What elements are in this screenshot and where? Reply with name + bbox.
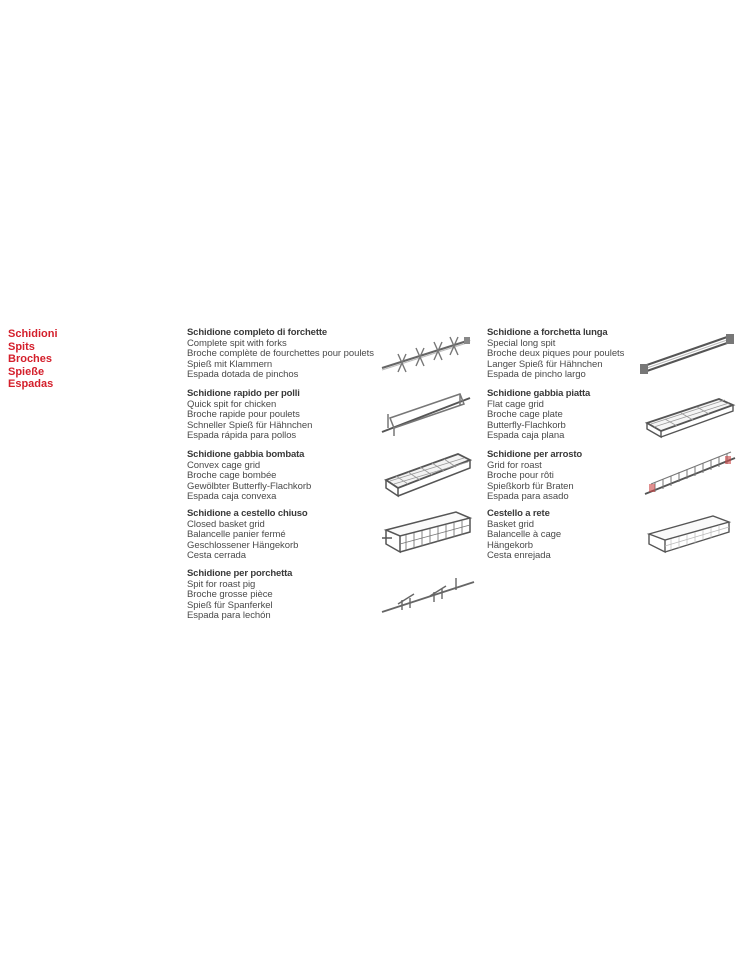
product-name-en: Spit for roast pig (187, 578, 256, 590)
product-name-es: Espada rápida para pollos (187, 430, 297, 442)
product-name-en: Quick spit for chicken (187, 398, 277, 410)
roast-grid-icon (643, 450, 737, 500)
product-item (487, 328, 624, 381)
product-name-fr: Broche cage bombée (187, 470, 277, 482)
product-name-es: Espada caja convexa (187, 491, 277, 503)
product-name-es: Espada dotada de pinchos (187, 369, 299, 381)
product-name-fr: Broche pour rôti (487, 470, 554, 482)
product-name-de: Schneller Spieß für Hähnchen (187, 419, 313, 431)
product-title: Schidione per porchetta (187, 568, 293, 579)
product-title: Cestello a rete (487, 508, 550, 519)
roast-pig-spit-icon (380, 574, 476, 616)
long-fork-spit-icon (640, 332, 736, 376)
product-name-fr: Balancelle à cage (487, 529, 562, 541)
category-label-es: Espadas (8, 378, 54, 391)
product-title: Schidione rapido per polli (187, 388, 300, 399)
category-label-de: Spieße (8, 365, 45, 378)
product-name-de: Hängekorb (487, 539, 534, 551)
product-title: Schidione gabbia piatta (487, 388, 591, 399)
product-name-es: Espada para lechón (187, 610, 271, 622)
product-title: Schidione gabbia bombata (187, 449, 305, 460)
category-title (8, 328, 58, 391)
product-name-de: Spieß für Spanferkel (187, 599, 273, 611)
product-item (187, 389, 312, 442)
product-name-es: Cesta cerrada (187, 550, 247, 562)
product-name-fr: Broche complète de fourchettes pour poulets (187, 348, 374, 360)
product-name-es: Espada de pincho largo (487, 369, 586, 381)
flat-cage-grid-icon (643, 395, 737, 437)
spit-with-forks-icon (380, 334, 472, 376)
basket-grid-icon (645, 512, 735, 558)
product-name-es: Espada para asado (487, 491, 569, 503)
product-name-de: Langer Spieß für Hähnchen (487, 358, 603, 370)
product-name-fr: Broche cage plate (487, 409, 563, 421)
product-name-fr: Broche rapide pour poulets (187, 409, 300, 421)
product-name-en: Closed basket grid (187, 518, 265, 530)
product-item (187, 509, 308, 562)
product-name-es: Espada caja plana (487, 430, 565, 442)
product-title: Schidione completo di forchette (187, 327, 327, 338)
product-name-fr: Broche deux piques pour poulets (487, 348, 625, 360)
product-item (487, 509, 561, 562)
product-name-de: Spießkorb für Braten (487, 480, 574, 492)
product-item (187, 569, 292, 622)
product-item (187, 450, 311, 503)
closed-basket-grid-icon (382, 508, 474, 558)
product-name-fr: Balancelle panier fermé (187, 529, 286, 541)
product-name-en: Special long spit (487, 337, 556, 349)
product-name-en: Basket grid (487, 518, 534, 530)
product-title: Schidione a forchetta lunga (487, 327, 608, 338)
category-label-fr: Broches (8, 353, 53, 366)
product-name-en: Grid for roast (487, 459, 542, 471)
product-name-de: Butterfly-Flachkorb (487, 419, 566, 431)
product-name-fr: Broche grosse pièce (187, 589, 273, 601)
product-name-en: Flat cage grid (487, 398, 544, 410)
product-name-de: Spieß mit Klammern (187, 358, 273, 370)
product-title: Schidione per arrosto (487, 449, 583, 460)
category-label-en: Spits (8, 340, 35, 353)
product-title: Schidione a cestello chiuso (187, 508, 308, 519)
product-item (187, 328, 374, 381)
product-name-es: Cesta enrejada (487, 550, 551, 562)
product-item (487, 450, 582, 503)
product-name-de: Geschlossener Hängekorb (187, 539, 299, 551)
product-name-en: Complete spit with forks (187, 337, 287, 349)
product-name-de: Gewölbter Butterfly-Flachkorb (187, 480, 312, 492)
product-item (487, 389, 590, 442)
convex-cage-grid-icon (380, 450, 472, 500)
quick-chicken-spit-icon (380, 392, 472, 438)
category-label-it: Schidioni (8, 328, 58, 340)
product-name-en: Convex cage grid (187, 459, 261, 471)
